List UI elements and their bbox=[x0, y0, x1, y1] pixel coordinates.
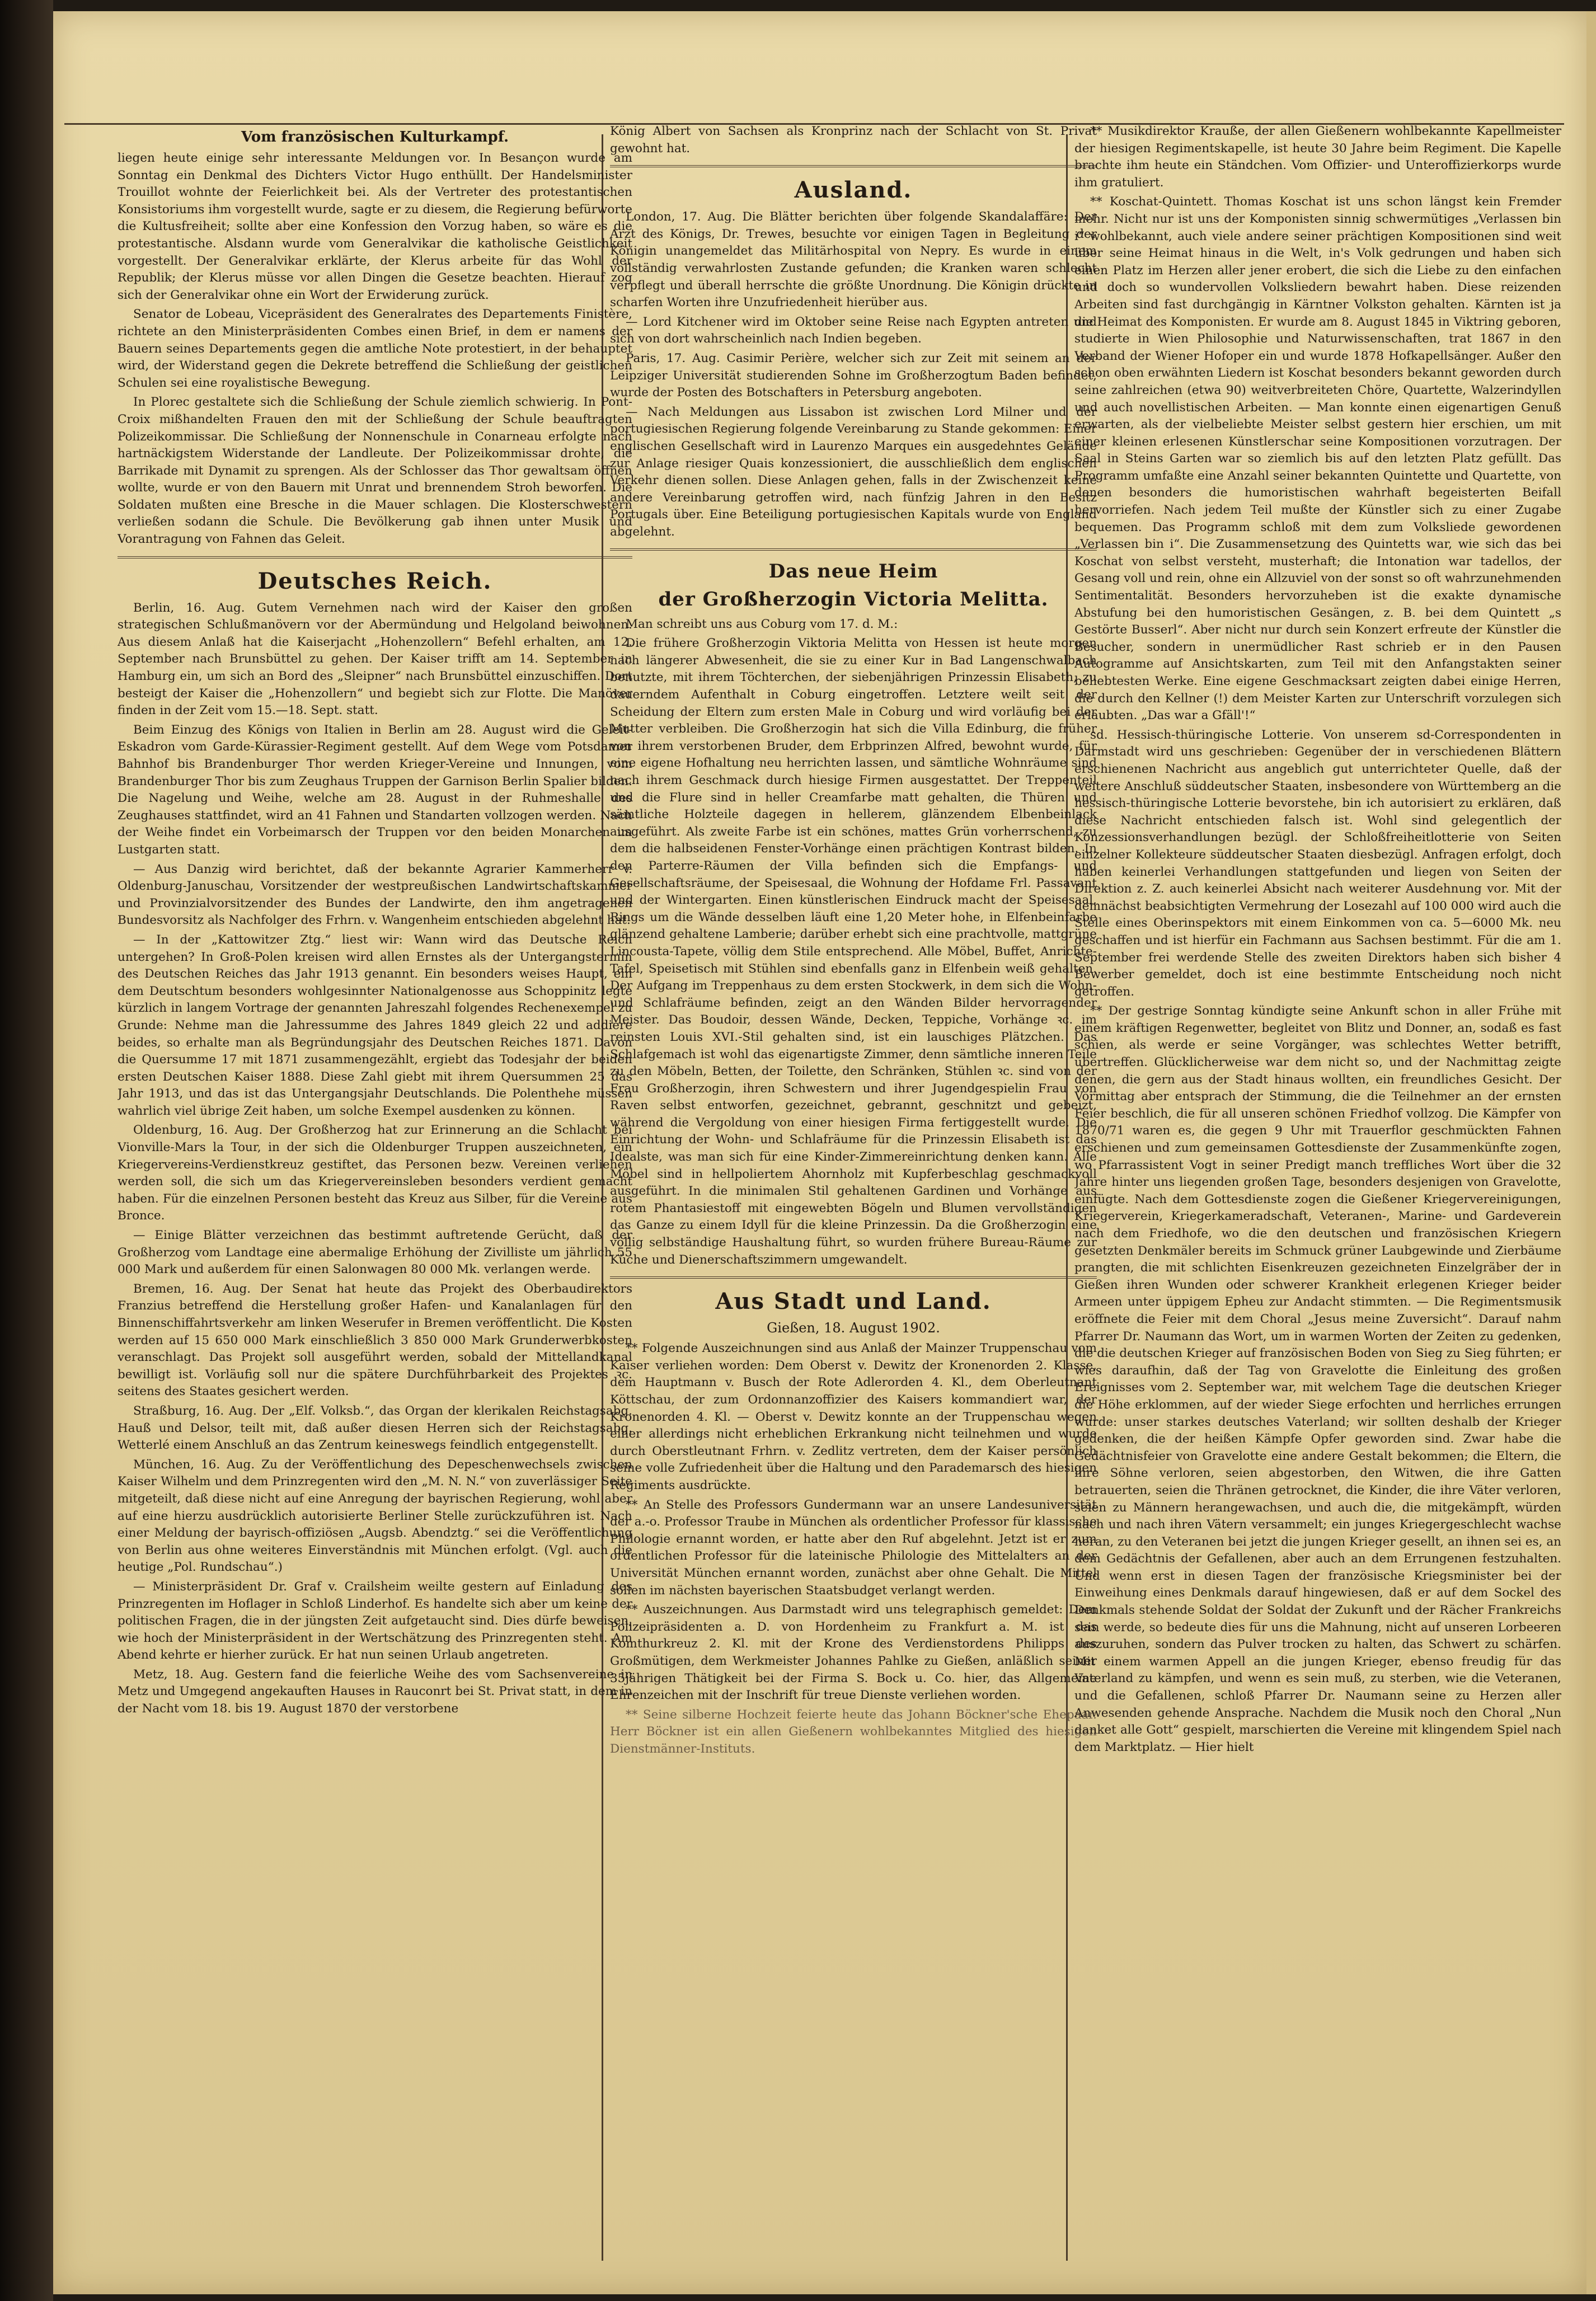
article-paragraph: sd. Hessisch-thüringische Lotterie. Von unserem sd-Correspondenten in Darmstadt wird uns geschrieben: Gegenüber der in verschiedenen Blättern erschienenen Nachricht aus angeblich gut unterrichteter Quelle, daß der weitere Anschluß süddeutscher Staaten, insbesondere von Württemberg an die hessisch-thüringische Lotterie bevorstehe, bin ich autorisiert zu erklären, daß diese Nachricht entschieden falsch ist. Wohl sind gelegentlich der Konzessionsverhandlungen bezügl. der Schloßfreiheitlotterie von Seiten einzelner Kollekteure süddeutscher Staaten diesbezügl. Anfragen erfolgt, doch haben keinerlei Verhandlungen stattgefunden und liegen von Seiten der Direktion z. Z. auch keinerlei Absicht nach weiterer Ausdehnung vor. Mit der demnächst beabsichtigten Vermehrung der Losezahl auf 100 000 wird auch die Stelle eines Oberinspektors mit einem Einkommen von ca. 5—6000 Mk. neu geschaffen und ist hierfür ein Fachmann aus Sachsen bestimmt. Für die am 1. September frei werdende Stelle des zweiten Direktors haben sich bisher 4 Bewerber gemeldet, doch ist eine bestimmte Entscheidung noch nicht getroffen. bbox=[1074, 727, 1561, 999]
article-paragraph: London, 17. Aug. Die Blätter berichten über folgende Skandalaffäre: Der Arzt des Königs, Dr. Trewes, besuchte vor einigen Tagen in Begleitung der Königin unangemeldet das Militärhospital von Nepry. Es wurde in einem vollständig verwahrlosten Zustande gefunden; die Kranken waren schlecht verpflegt und überall herrschte die größte Unordnung. Die Königin drückte in scharfen Worten ihre Unzufriedenheit hierüber aus. bbox=[610, 210, 1097, 310]
article-paragraph: In Plorec gestaltete sich die Schließung der Schule ziemlich schwierig. In Pont-Croix mißhandelten Frauen den mit der Schließung der Schule beauftragten Polizeikommissar. Die Schließung der Nonnenschule in Conarneau erfolgte nach hartnäckigstem Widerstande der Landleute. Der Polizeikommissar drohte, die Barrikade mit Dynamit zu sprengen. Als der Schlosser das Thor gewaltsam öffnen wollte, wurde er von den Bauern mit Unrat und brennendem Stroh beworfen. Die Soldaten mußten eine Bresche in die Mauer schlagen. Die Klosterschwestern verließen sodann die Schule. Die Bevölkerung gab ihnen unter Musik und Vorantragung von Fahnen das Geleit. bbox=[118, 395, 632, 547]
section-heading-deutsches-reich: Deutsches Reich. bbox=[257, 567, 492, 594]
article-paragraph: — In der „Kattowitzer Ztg.“ liest wir: Wann wird das Deutsche Reich untergehen? In Groß-Polen kreisen wird allen Ernstes als der Untergangstermin des Deutschen Reiches das Jahr 1913 genannt. Ein besonders weises Haupt, ein dem Deutschtum besonders wohlgesinnter Nationalgenosse aus Schoppinitz legte kürzlich in langem Vortrage der genannten Jahreszahl folgendes Rechenexempel zu Grunde: Nehme man die Jahressumme des Jahres 1849 gleich 22 und addiere beides, so erhalte man als Begründungsjahr des Deutschen Reiches 1871. Davon die Quersumme 17 mit 1871 zusammengezählt, ergiebt das Todesjahr der beiden ersten Deutschen Kaiser 1888. Diese Zahl giebt mit ihrem Quersummen 25 das Jahr 1913, und das ist das Untergangsjahr Deutschlands. Die Polenthehe müssen wahrlich viel übrige Zeit haben, um solche Exempel ausdenken zu können. bbox=[118, 932, 632, 1118]
column-3 bbox=[1074, 123, 1561, 2266]
article-paragraph: München, 16. Aug. Zu der Veröffentlichung des Depeschenwechsels zwischen Kaiser Wilhelm und dem Prinzregenten wird den „M. N. N.“ von zuverlässiger Seite mitgeteilt, daß diese nicht auf eine Anregung der bayrischen Regierung, wohl aber auf eine hierzu ausdrücklich autorisierte Berliner Stelle zurückzuführen ist. Nach einer Meldung der bayrisch-offiziösen „Augsb. Abendztg.“ sei die Veröffentlichung von Berlin aus ohne weiteres Einverständnis mit München erfolgt. (Vgl. auch die heutige „Pol. Rundschau“.) bbox=[118, 1457, 632, 1575]
section-divider bbox=[610, 165, 1097, 167]
book-binding bbox=[0, 0, 53, 2301]
article-paragraph: Die frühere Großherzogin Viktoria Melitta von Hessen ist heute morgen nach längerer Abwesenheit, die sie zu einer Kur in Bad Langenschwalbach benutzte, mit ihrem Töchterchen, der siebenjährigen Prinzessin Elisabeth, zu dauerndem Aufenthalt in Coburg eingetroffen. Letztere weilt seit der Scheidung der Eltern zum ersten Male in Coburg und wird vorläufig bei der Mutter verbleiben. Die Großherzogin hat sich die Villa Edinburg, die früher von ihrem verstorbenen Bruder, dem Erbprinzen Alfred, bewohnt wurde, für eine eigene Hofhaltung neu herrichten lassen, und sämtliche Wohnräume sind nach ihrem Geschmack durch hiesige Firmen ausgestattet. Der Treppenteil und die Flure sind in heller Creamfarbe matt gehalten, die Thüren und sämtliche Holzteile dagegen in hellerem, glänzendem Elbenbeinlack ausgeführt. Als zweite Farbe ist ein schönes, mattes Grün vorherrschend, zu dem die halbseidenen Fenster-Vorhänge einen prächtigen Kontrast bilden. In den Parterre-Räumen der Villa befinden sich die Empfangs- und Gesellschaftsräume, der Speisesaal, die Wohnung der Hofdame Frl. Passavant und der Wintergarten. Einen künstlerischen Eindruck macht der Speisesaal. Rings um die Wände desselben läuft eine 1,20 Meter hohe, in Elfenbeinfarbe glänzend gehaltene Lamberie; darüber erhebt sich eine prachtvolle, mattgrüne Lincousta-Tapete, völlig dem Stile entsprechend. Alle Möbel, Buffet, Anrichte-Tafel, Speisetisch mit Stühlen sind ebenfalls ganz in Elfenbein weiß gehalten. Der Aufgang im Treppenhaus zu dem ersten Stockwerk, in dem sich die Wohn- und Schlafräume befinden, zeigt an den Wänden Bilder hervorragender Meister. Das Boudoir, dessen Wände, Decken, Teppiche, Vorhänge ꝛc. im reinsten Louis XVI.-Stil gehalten sind, ist ein lauschiges Plätzchen. Das Schlafgemach ist wohl das eigenartigste Zimmer, denn sämtliche inneren Teile zu den Möbeln, Betten, der Toilette, den Schränken, Stühlen ꝛc. sind von der Frau Großherzogin, ihren Schwestern und ihrer Jugendgespielin Frau von Raven selbst entworfen, gezeichnet, gebrannt, geschnitzt und gebeizt, während die Vergoldung von einer hiesigen Firma fertiggestellt wurde. Die Einrichtung der Wohn- und Schlafräume für die Prinzessin Elisabeth ist das Idealste, was man sich für eine Kinder-Zimmereinrichtung denken kann. Alle Möbel sind in hellpoliertem Ahornholz mit Kupferbeschlag geschmackvoll ausgeführt. In die minimalen Stil gehaltenen Gardinen und Vorhänge aus rotem Phantasiestoff mit eingewebten Bögeln und Blumen vervollständigen das Ganze zu einem Idyll für die kleine Prinzessin. Da die Großherzogin eine völlig selbständige Haushaltung führt, so wurden frühere Bureau-Räume zur Küche und Dienerschaftszimmern umgewandelt. bbox=[610, 636, 1097, 1267]
article-paragraph: liegen heute einige sehr interessante Meldungen vor. In Besançon wurde am Sonntag ein Denkmal des Dichters Victor Hugo enthüllt. Der Handelsminister Trouillot wohnte der Feierlichkeit bei. Als der Vertreter des protestantischen Konsistoriums ihm vorgestellt wurde, sagte er zu diesem, die Regierung befürworte die Kultusfreiheit; sollte aber eine Konfession den Vorzug haben, so wäre es die protestantische. Alsdann wurde vom Generalvikar die katholische Geistlichkeit vorgestellt. Der Generalvikar erklärte, der Klerus arbeite für das Wohl der Republik; der Klerus müsse vor allen Dingen die Gesetze beachten. Hierauf zog sich der Generalvikar ohne ein Wort der Erwiderung zurück. bbox=[118, 151, 632, 302]
article-paragraph: Straßburg, 16. Aug. Der „Elf. Volksb.“, das Organ der klerikalen Reichstagsabg. Hauß und Delsor, teilt mit, daß außer diesen Herren sich der Reichstagsabg. Wetterlé einem Anschluß an das Zentrum keineswegs feindlich entgegenstellt. bbox=[118, 1403, 632, 1453]
article-paragraph: Senator de Lobeau, Vicepräsident des Generalrates des Departements Finistère, richtete an den Ministerpräsidenten Combes einen Brief, in dem er namens der Bauern seines Departements gegen die amtliche Note protestiert, in der behauptet wird, der Widerstand gegen die Dekrete betreffend die Schließung der geistlichen Schulen sei eine royalistische Bewegung. bbox=[118, 307, 632, 390]
article-paragraph: Metz, 18. Aug. Gestern fand die feierliche Weihe des vom Sachsenvereine in Metz und Umgegend angekauften Hauses in Rauconrt bei St. Privat statt, in dem in der Nacht vom 18. bis 19. August 1870 der verstorbene bbox=[118, 1667, 632, 1716]
article-paragraph: — Aus Danzig wird berichtet, daß der bekannte Agrarier Kammerherr v. Oldenburg-Januschau, Vorsitzender der westpreußischen Landwirtschaftskammer und Provinzialvorsitzender des Bundes der Landwirte, den ihm angetragenen Bundesvorsitz als Nachfolger des Frhrn. v. Wangenheim entschieden abgelehnt hat. bbox=[118, 862, 632, 928]
article-paragraph: — Nach Meldungen aus Lissabon ist zwischen Lord Milner und der portugiesischen Regierung folgende Vereinbarung zu Stande gekommen: Einer englischen Gesellschaft wird in Laurenzo Marques ein ausgedehntes Gelände zur Anlage riesiger Quais konzessioniert, die ausschließlich dem englischen Verkehr dienen sollen. Diese Anlagen gehen, falls in der Zwischenzeit keine andere Vereinbarung getroffen wird, nach fünfzig Jahren in den Besitz Portugals über. Eine Beteiligung portugiesischen Kapitals wurde von England abgelehnt. bbox=[610, 405, 1097, 539]
section-divider bbox=[610, 1276, 1097, 1279]
article-paragraph: — Einige Blätter verzeichnen das bestimmt auftretende Gerücht, daß der Großherzog vom Landtage eine abermalige Erhöhung der Zivilliste um jährlich 55 000 Mark und außerdem für einen Salonwagen 80 000 Mk. verlangen werde. bbox=[118, 1228, 632, 1277]
article-paragraph: — Lord Kitchener wird im Oktober seine Reise nach Egypten antreten und sich von dort wahrscheinlich nach Indien begeben. bbox=[610, 314, 1097, 346]
section-heading-ausland: Ausland. bbox=[794, 177, 913, 204]
article-paragraph: Bremen, 16. Aug. Der Senat hat heute das Projekt des Oberbaudirektors Franzius betreffend die Herstellung großer Hafen- und Kanalanlagen für den Binnenschiffahrtsverkehr am linken Weserufer in Bremen veröffentlicht. Die Kosten werden auf 15 650 000 Mark einschließlich 3 850 000 Mark Grunderwerbkosten veranschlagt. Das Projekt soll ausgeführt werden, sobald der Mittellandkanal bewilligt ist. Vorläufig soll nur die spätere Durchführbarkeit des Projektes ꝛc. seitens des Staates gesichert werden. bbox=[118, 1281, 632, 1399]
page-edge bbox=[1586, 11, 1596, 2294]
section-heading-kulturkampf: Vom französischen Kulturkampf. bbox=[241, 129, 509, 145]
article-paragraph: ** Musikdirektor Krauße, der allen Gießenern wohlbekannte Kapellmeister der hiesigen Regimentskapelle, ist heute 30 Jahre beim Regiment. Die Kapelle brachte ihm heute ein Ständchen. Vom Offizier- und Unteroffizierkorps wurde ihm gratuliert. bbox=[1074, 124, 1561, 190]
article-paragraph: ** Koschat-Quintett. Thomas Koschat ist uns schon längst kein Fremder mehr. Nicht nur ist uns der Komponisten sinnig schwermütiges „Verlassen bin i“ wohlbekannt, auch viele andere seiner prächtigen Kompositionen sind weit über seine Heimat hinaus in die Welt, in's Volk gedrungen und haben sich einen Platz im Herzen aller jener erobert, die sich die Liebe zu den einfachen und doch so wundervollen Volksliedern bewahrt haben. Diese reizenden Arbeiten sind fast durchgängig in Kärntner Volkston gehalten. Kärnten ist ja die Heimat des Komponisten. Er wurde am 8. August 1845 in Viktring geboren, studierte in Wien Philosophie und Naturwissenschaften, trat 1867 in den Verband der Wiener Hofoper ein und wurde 1878 Hofkapellsänger. Außer den schon oben erwähnten Liedern ist Koschat besonders bekannt geworden durch seine zahlreichen (etwa 90) weitverbreiteten Chöre, Quartette, Walzerindyllen und auch novellistischen Arbeiten. — Man konnte einen eigenartigen Genuß erwarten, als der vielbeliebte Meister selbst gestern hier erschien, um mit einer kleinen erlesenen Künstlerschar seine Kompositionen vorzutragen. Der Saal in Steins Garten war so ziemlich bis auf den letzten Platz gefüllt. Das Programm umfaßte eine Anzahl seiner bekannten Quintette und Quartette, von denen besonders die humoristischen wahrhaft begeisterten Beifall hervorriefen. Nach jedem Teil mußte der Künstler sich zu einer Zugabe bequemen. Das Programm schloß mit dem zum Volksliede gewordenen „Verlassen bin i“. Die Zusammensetzung des Quintetts war, wie sich das bei Koschat von selbst versteht, musterhaft; die Intonation war tadellos, der Gesang voll und rein, ohne ein Allzuviel von der sonst so oft wahrzunehmenden Sentimentalität. Besonders hervorzuheben ist die exakte dynamische Abstufung bei den humoristischen Gesängen, z. B. bei dem Quintett „s Gestörte Busserl“. Aber nicht nur durch sein Konzert erfreute der Künstler die Besucher, sondern in unermüdlicher Rast schrieb er in den Pausen Autogramme auf Ansichtskarten, zum Teil mit den Anfangstakten seiner beliebtesten Werke. Eine eigene Geschmacksart zeigten dabei einige Herren, die durch den Kellner (!) dem Meister Karten zur Unterschrift vorzulegen sich erlaubten. „Das war a Gfäll'!“ bbox=[1074, 195, 1561, 723]
article-paragraph: Beim Einzug des Königs von Italien in Berlin am 28. August wird die Geleit-Eskadron vom Garde-Kürassier-Regiment gestellt. Auf dem Wege vom Potsdamer Bahnhof bis Brandenburger Thor werden Krieger-Vereine und Innungen, vom Brandenburger Thor bis zum Zeughaus Truppen der Garnison Berlin Spalier bilden. Die Nagelung und Weihe, welche am 28. August in der Ruhmeshalle des Zeughauses stattfindet, wird an 41 Fahnen und Standarten vollzogen werden. Nach der Weihe findet ein Vorbeimarsch der Truppen vor den beiden Monarchen im Lustgarten statt. bbox=[118, 722, 632, 857]
article-subheading-grossherzogin: der Großherzogin Victoria Melitta. bbox=[658, 588, 1049, 611]
column-2 bbox=[610, 123, 1097, 2266]
article-paragraph: ** Der gestrige Sonntag kündigte seine Ankunft schon in aller Frühe mit einem kräftigen Regenwetter, begleitet von Blitz und Donner, an, sodaß es fast schien, als werde er seine Vorgänger, was schlechtes Wetter betrifft, übertreffen. Glücklicherweise war dem nicht so, und der Nachmittag zeigte denen, die gern aus der Stadt hinaus wollten, ein freundliches Gesicht. Der Vormittag aber entsprach der Stimmung, die die Teilnehmer an der ernsten Feier beschlich, die für all unseren schönen Friedhof vollzog. Die Kämpfer von 1870/71 waren es, die gegen 9 Uhr mit Trauerflor geschmückten Fahnen erschienen und zum gemeinsamen Gottesdienste der Zusammenkünfte zogen, wo Pfarrassistent Vogt in seiner Predigt manch treffliches Wort über die 32 Jahre hinter uns liegenden großen Tage, besonders desjenigen von Gravelotte, einfügte. Nach dem Gottesdienste zogen die Gießener Kriegervereinigungen, Kriegerverein, Kriegerkameradschaft, Veteranen-, Marine- und Gardeverein nach dem Friedhofe, wo die den deutschen und französischen Kriegern gesetzten Denkmäler bereits im Schmuck grüner Laubgewinde und Zierbäume prangten, die mit schlichten Eisenkreuzen gezeichneten Einzelgräber der in Gießen ihren Wunden oder schwerer Krankheit erlegenen Krieger beider Armeen unter üppigem Epheu zur Andacht stimmten. — Die Regimentsmusik eröffnete die Feier mit dem Choral „Jesus meine Zuversicht“. Darauf nahm Pfarrer Dr. Naumann das Wort, um in warmen Worten der Zeiten zu gedenken, die die deutschen Krieger auf französischen Boden von Sieg zu Sieg führten; er wies daraufhin, daß der Tag von Gravelotte die Einleitung des großen Ereignisses vom 2. September war, mit welchem Tage die deutschen Krieger die Höhe erklommen, auf der wieder Siege erfochten und herrliches errungen wurde: unser starkes deutsches Vaterland; wir sollten deshalb der Krieger gedenken, die der heißen Kämpfe Opfer geworden sind. Zwar habe die Gedächtnisfeier von Gravelotte eine andere Gestalt bekommen; die Eltern, die ihre Söhne verloren, seien abgestorben, den Witwen, die ihre Gatten betrauerten, seien die Thränen getrocknet, die Kinder, die ihre Väter verloren, seien zu Männern herangewachsen, und auch die, die mitgekämpft, würden nach und nach ihren Vätern versammelt; ein junges Kriegergeschlecht wachse heran, zu den Veteranen bei jetzt die jungen Krieger gesellt, an ihnen sei es, an dem Gedächtnis der Gefallenen, aber auch an dem Errungenen festzuhalten. Und wenn erst in diesen Tagen der französische Kriegsminister bei der Einweihung eines Denkmals darauf hingewiesen, daß er auf dem Sockel des Denkmals stehende Soldat der Soldat der Zukunft und der Rächer Frankreichs sein werde, so bedeute dies für uns die Mahnung, nicht auf unseren Lorbeeren auszuruhen, sondern das Pulver trocken zu halten, das Schwert zu schärfen. Mit einem warmen Appell an die jungen Krieger, ebenso freudig für das Vaterland zu kämpfen, und wenn es sein muß, zu sterben, wie die Veteranen, und die Gefallenen, schloß Pfarrer Dr. Naumann seine zu Herzen aller Anwesenden gehende Ansprache. Nachdem die Musik noch den Choral „Nun danket alle Gott“ gespielt, marschierten die Vereine mit klingendem Spiel nach dem Marktplatz. — Hier hielt bbox=[1074, 1004, 1561, 1754]
article-paragraph: ** An Stelle des Professors Gundermann war an unsere Landesuniversität der a.-o. Professor Traube in München als ordentlicher Professor für klassische Philologie ernannt worden, er hatte aber den Ruf abgelehnt. Jetzt ist er zum ordentlichen Professor für die lateinische Philologie des Mittelalters an der Universität München ernannt worden, zunächst aber ohne Gehalt. Die Mittel sollen im nächsten bayerischen Staatsbudget verlangt werden. bbox=[610, 1497, 1097, 1598]
column-1 bbox=[118, 123, 632, 2266]
newspaper-page bbox=[53, 11, 1586, 2294]
dateline: Gießen, 18. August 1902. bbox=[767, 1320, 940, 1336]
article-paragraph: Man schreibt uns aus Coburg vom 17. d. M.: bbox=[626, 617, 898, 631]
article-paragraph: ** Auszeichnungen. Aus Darmstadt wird uns telegraphisch gemeldet: Dem Polizeipräsidenten a. D. von Hordenheim zu Frankfurt a. M. ist das Komthurkreuz 2. Kl. mit der Krone des Verdienstordens Philipps des Großmütigen, dem Werkmeister Johannes Pahlke zu Gießen, anläßlich seiner 35jährigen Thätigkeit bei der Firma S. Bock u. Co. hier, das Allgemeine Ehrenzeichen mit der Inschrift für treue Dienste verliehen worden. bbox=[610, 1603, 1097, 1703]
article-paragraph: ** Folgende Auszeichnungen sind aus Anlaß der Mainzer Truppenschau vom Kaiser verliehen worden: Dem Oberst v. Dewitz der Kronenorden 2. Klasse, dem Hauptmann v. Busch der Rote Adlerorden 4. Kl., dem Oberleutnant Köttschau, der zum Ordonnanzoffizier des Kaisers kommandiert war, der Kronenorden 4. Kl. — Oberst v. Dewitz konnte an der Truppenschau wegen einer allerdings nicht erheblichen Erkrankung nicht teilnehmen und wurde durch Oberstleutnant Frhrn. v. Zedlitz vertreten, dem der Kaiser persönlich seine volle Zufriedenheit über die Haltung und den Parademarsch des hiesigen Regiments ausdrückte. bbox=[610, 1341, 1097, 1492]
article-paragraph: Oldenburg, 16. Aug. Der Großherzog hat zur Erinnerung an die Schlacht bei Vionville-Mars la Tour, in der sich die Oldenburger Truppen auszeichneten, ein Kriegervereins-Verdienstkreuz gestiftet, das Personen bezw. Vereinen verliehen werden soll, die sich um das Kriegervereinsleben besonders verdient gemacht haben. Für die einzelnen Personen besteht das Kreuz aus Silber, für die Vereine aus Bronce. bbox=[118, 1123, 632, 1223]
article-paragraph: — Ministerpräsident Dr. Graf v. Crailsheim weilte gestern auf Einladung des Prinzregenten im Hoflager in Schloß Linderhof. Es handelte sich aber um keine der politischen Fragen, die in der jüngsten Zeit aufgetaucht sind. Dies dürfe beweisen, wie hoch der Ministerpräsident in der Wertschätzung des Prinzregenten steht. Am Abend kehrte er hierher zurück. Er hat nun seinen Urlaub angetreten. bbox=[118, 1579, 632, 1663]
section-divider bbox=[610, 548, 1097, 551]
article-paragraph: König Albert von Sachsen als Kronprinz nach der Schlacht von St. Privat gewohnt hat. bbox=[610, 124, 1097, 156]
article-paragraph: Berlin, 16. Aug. Gutem Vernehmen nach wird der Kaiser den großen strategischen Schlußmanövern vor der Abermündung und Helgoland beiwohnen. Aus diesem Anlaß hat die Kaiserjacht „Hohenzollern“ Befehl erhalten, am 12. September nach Brunsbüttel zu gehen. Der Kaiser trifft am 14. September in Hamburg ein, um sich an Bord des „Sleipner“ nach Brunsbüttel einzuschiffen. Dort besteigt der Kaiser die „Hohenzollern“ und begiebt sich zur Flotte. Die Manöver finden in der Zeit vom 15.—18. Sept. statt. bbox=[118, 600, 632, 718]
article-paragraph: Paris, 17. Aug. Casimir Perière, welcher sich zur Zeit mit seinem an der Leipziger Universität studierenden Sohne im Großherzogtum Baden befindet, wurde der Posten des Botschafters in Petersburg angeboten. bbox=[610, 351, 1097, 400]
section-heading-aus-stadt-und-land: Aus Stadt und Land. bbox=[715, 1288, 992, 1315]
article-heading-neues-heim: Das neue Heim bbox=[768, 560, 938, 583]
article-paragraph: ** Seine silberne Hochzeit feierte heute das Johann Böckner'sche Ehepaar. Herr Böckner ist ein allen Gießenern wohlbekanntes Mitglied des hiesigen Dienstmänner-Instituts. bbox=[610, 1707, 1097, 1756]
section-divider bbox=[118, 556, 632, 558]
